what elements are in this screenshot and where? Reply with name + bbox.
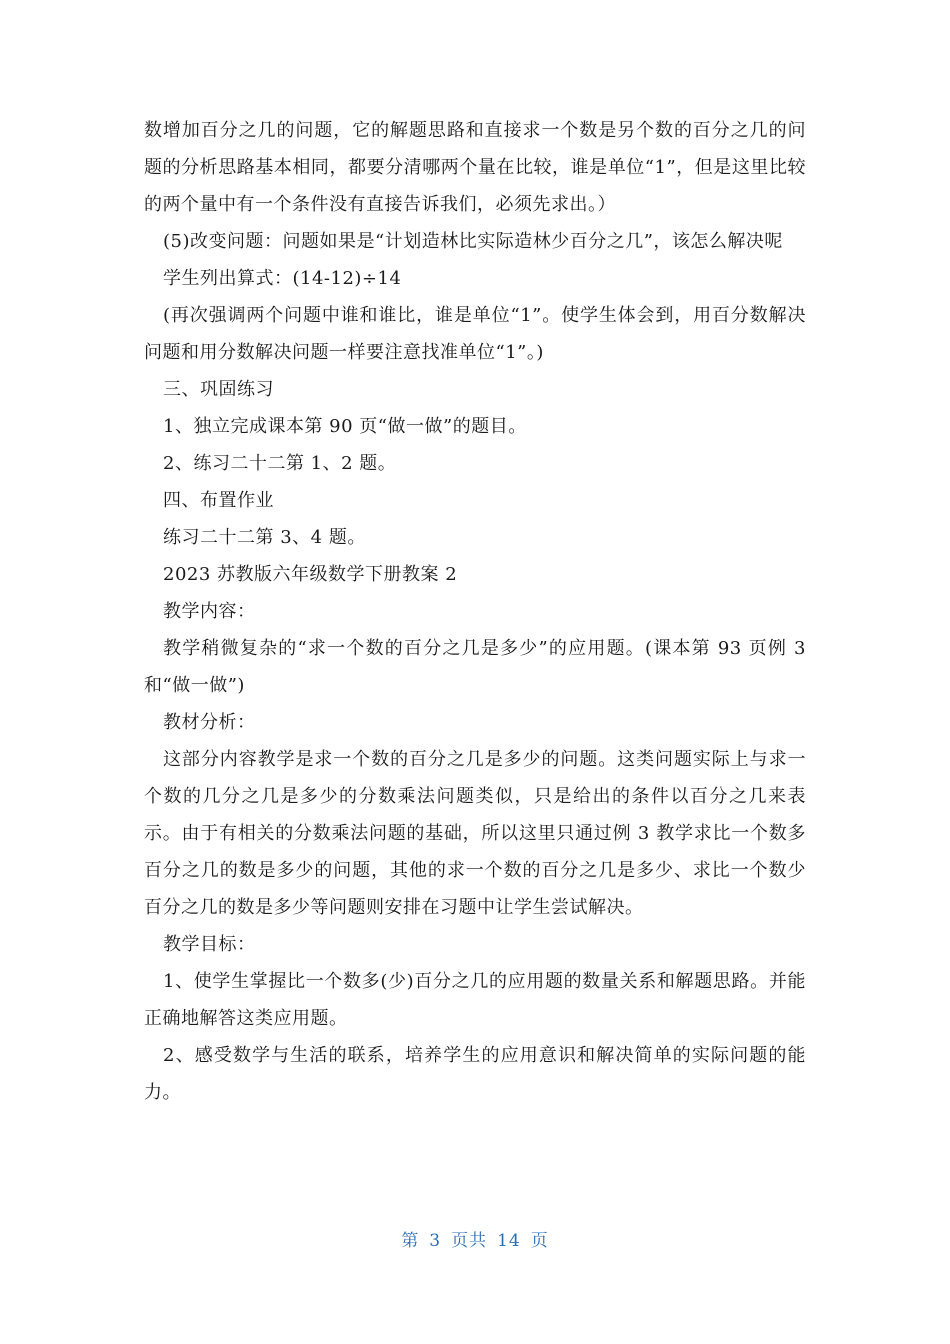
paragraph-16: 1、使学生掌握比一个数多(少)百分之几的应用题的数量关系和解题思路。并能正确地解答这类应用题。 xyxy=(144,971,806,1029)
section-heading-consolidation: 三、巩固练习 xyxy=(163,379,274,400)
paragraph-3: 学生列出算式：(14-12)÷14 xyxy=(163,268,402,289)
paragraph-17: 2、感受数学与生活的联系，培养学生的应用意识和解决简单的实际问题的能力。 xyxy=(144,1045,806,1103)
lesson-title: 2023 苏教版六年级数学下册教案 2 xyxy=(163,564,458,585)
section-heading-homework: 四、布置作业 xyxy=(163,490,274,511)
label-teaching-content: 教学内容： xyxy=(163,601,256,622)
paragraph-12: 教学稍微复杂的“求一个数的百分之几是多少”的应用题。(课本第 93 页例 3 和“做一做”) xyxy=(144,638,806,696)
document-body xyxy=(144,112,806,1111)
label-teaching-goals: 教学目标： xyxy=(163,934,256,955)
paragraph-6: 1、独立完成课本第 90 页“做一做”的题目。 xyxy=(163,416,527,437)
page-footer xyxy=(0,1226,950,1251)
paragraph-7: 2、练习二十二第 1、2 题。 xyxy=(163,453,397,474)
paragraph-1: 数增加百分之几的问题，它的解题思路和直接求一个数是另个数的百分之几的问题的分析思路基本相同，都要分清哪两个量在比较，谁是单位“1”，但是这里比较的两个量中有一个条件没有直接告诉我们，必须先求出。） xyxy=(144,120,806,215)
paragraph-4: (再次强调两个问题中谁和谁比，谁是单位“1”。使学生体会到，用百分数解决问题和用分数解决问题一样要注意找准单位“1”。) xyxy=(144,305,806,363)
paragraph-14: 这部分内容教学是求一个数的百分之几是多少的问题。这类问题实际上与求一个数的几分之几是多少的分数乘法问题类似，只是给出的条件以百分之几来表示。由于有相关的分数乘法问题的基础，所以这里只通过例 3 教学求比一个数多百分之几的数是多少的问题，其他的求一个数的百分之几是多少、求比一个数少百分之几的数是多少等问题则安排在习题中让学生尝试解决。 xyxy=(144,749,806,918)
label-material-analysis: 教材分析： xyxy=(163,712,256,733)
footer-suffix: 页 xyxy=(530,1231,549,1251)
footer-prefix: 第 xyxy=(401,1231,420,1251)
footer-current-page: 3 xyxy=(429,1231,442,1251)
paragraph-9: 练习二十二第 3、4 题。 xyxy=(163,527,366,548)
paragraph-2: (5)改变问题：问题如果是“计划造林比实际造林少百分之几”，该怎么解决呢 xyxy=(163,231,783,252)
footer-middle: 页共 xyxy=(451,1231,488,1251)
footer-total-pages: 14 xyxy=(497,1231,521,1251)
